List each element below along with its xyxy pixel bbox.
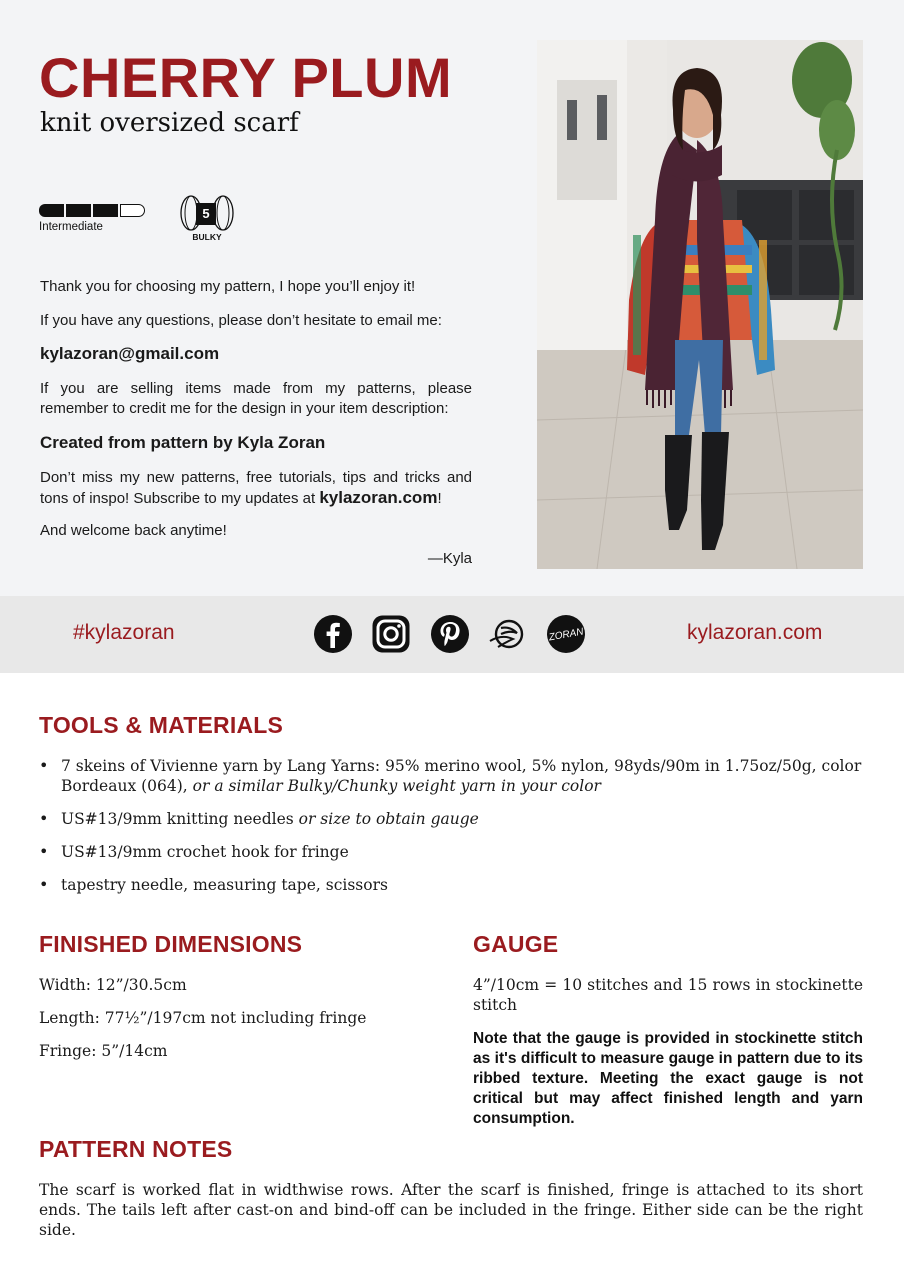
- gauge-text: 4”/10cm = 10 stitches and 15 rows in stockinette stitch: [473, 976, 863, 1014]
- intro-thanks: Thank you for choosing my pattern, I hope you’ll enjoy it!: [40, 278, 416, 295]
- tools-list: [39, 756, 863, 908]
- subscribe-link[interactable]: kylazoran.com: [319, 488, 438, 507]
- tool-text: 7 skeins of Vivienne yarn by Lang Yarns: 95% merino wool, 5% nylon, 98yds/90m in 1.75oz/50g, color Bordeaux (064),: [61, 757, 862, 795]
- subscribe-end: !: [437, 490, 442, 507]
- tool-text: tapestry needle, measuring tape, scissors: [61, 876, 388, 894]
- model-photo: [537, 40, 863, 569]
- intro-selling-note: If you are selling items made from my patterns, please remember to credit me for the design in your item description:: [40, 380, 472, 417]
- pinterest-icon[interactable]: [430, 614, 470, 654]
- credit-line: Created from pattern by Kyla Zoran: [40, 433, 326, 452]
- pattern-subtitle: knit oversized scarf: [40, 108, 299, 138]
- zoran-logo-icon[interactable]: [546, 614, 586, 654]
- tool-text: US#13/9mm knitting needles: [61, 810, 299, 828]
- skill-bar-empty: [120, 204, 145, 217]
- social-bar: [0, 596, 904, 673]
- skill-bar-filled: [66, 204, 91, 217]
- yarn-weight-label: BULKY: [192, 232, 222, 242]
- skill-level-label: Intermediate: [39, 221, 103, 233]
- dimension-length: Length: 77½”/197cm not including fringe: [39, 1009, 367, 1027]
- gauge-heading: GAUGE: [473, 931, 559, 957]
- skill-bar-filled: [39, 204, 64, 217]
- list-item: [39, 809, 863, 829]
- pattern-notes-heading: PATTERN NOTES: [39, 1136, 233, 1162]
- skill-level-indicator: [39, 204, 145, 233]
- intro-questions: If you have any questions, please don’t hesitate to email me:: [40, 312, 442, 329]
- pattern-title: CHERRY PLUM: [39, 46, 453, 109]
- intro-subscribe: [40, 468, 472, 509]
- list-item: [39, 756, 863, 796]
- gauge-note: Note that the gauge is provided in stockinette stitch as it's difficult to measure gauge in pattern due to its ribbed texture. Meeting the exact gauge is not critical but may affect finished length and yarn consumption.: [473, 1030, 863, 1127]
- tool-text: US#13/9mm crochet hook for fringe: [61, 843, 349, 861]
- tools-heading: TOOLS & MATERIALS: [39, 712, 284, 738]
- skill-bar-filled: [93, 204, 118, 217]
- tool-note: or a similar Bulky/Chunky weight yarn in your color: [192, 777, 601, 795]
- contact-email[interactable]: kylazoran@gmail.com: [40, 344, 220, 363]
- signature: —Kyla: [427, 550, 472, 567]
- scarf-photo-illustration: [537, 40, 863, 569]
- skill-level-bars: [39, 204, 145, 217]
- zoran-logo-text: ZORAN: [547, 626, 585, 644]
- intro-welcome: And welcome back anytime!: [40, 522, 227, 539]
- hashtag: #kylazoran: [73, 621, 175, 644]
- instagram-icon[interactable]: [371, 614, 411, 654]
- yarn-weight-icon: [178, 194, 236, 244]
- dimension-width: Width: 12”/30.5cm: [39, 976, 187, 994]
- list-item: [39, 875, 863, 895]
- tool-note: or size to obtain gauge: [298, 810, 479, 828]
- yarn-weight-number: 5: [196, 203, 216, 225]
- pattern-notes-text: The scarf is worked flat in widthwise rows. After the scarf is finished, fringe is attached to its short ends. The tails left after cast-on and bind-off can be included in the fringe. Either side can be the right side.: [39, 1181, 863, 1239]
- subscribe-text: Don’t miss my new patterns, free tutorials, tips and tricks and tons of inspo! Subscribe to my updates at: [40, 469, 472, 507]
- dimension-fringe: Fringe: 5”/14cm: [39, 1042, 168, 1060]
- dimensions-heading: FINISHED DIMENSIONS: [39, 931, 303, 957]
- list-item: [39, 842, 863, 862]
- website-link[interactable]: kylazoran.com: [687, 621, 823, 644]
- ravelry-icon[interactable]: [488, 614, 528, 654]
- facebook-icon[interactable]: [313, 614, 353, 654]
